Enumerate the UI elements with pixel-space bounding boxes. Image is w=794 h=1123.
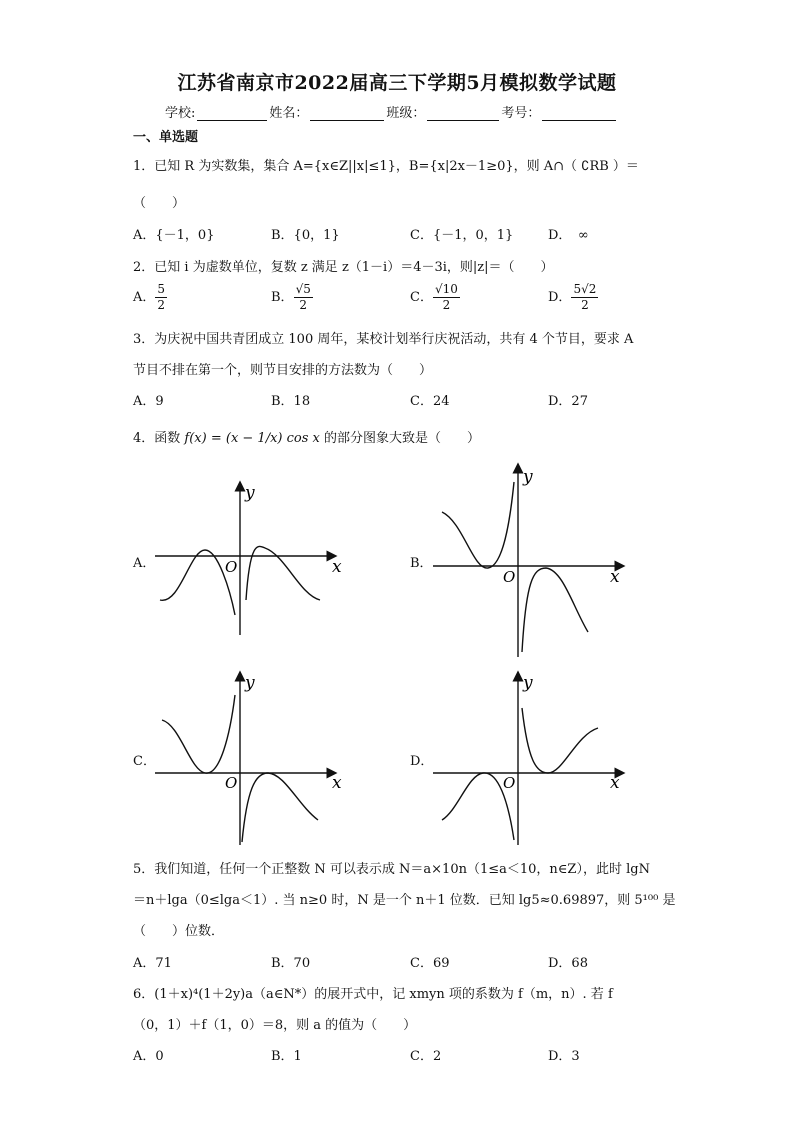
- q1-option-d[interactable]: D． ∞: [548, 228, 589, 243]
- question-1-paren: （ ）: [133, 196, 186, 211]
- name-field[interactable]: [310, 106, 384, 121]
- number-label: 考号：: [501, 106, 541, 121]
- q3-option-d[interactable]: D．27: [548, 394, 588, 409]
- question-3-line2: 节目不排在第一个，则节目安排的方法数为（ ）: [133, 363, 433, 378]
- q2-option-c[interactable]: [410, 282, 460, 313]
- fraction: $\frac{5√2}{2}$: [573, 282, 597, 312]
- q5-option-b[interactable]: B．70: [271, 956, 311, 971]
- question-2-text: 2．已知 i 为虚数单位，复数 z 满足 z（1－i）＝4－3i，则|z|＝（ ）: [133, 260, 554, 275]
- question-5-line3: （ ）位数．: [133, 924, 225, 939]
- section-heading: 一、单选题: [133, 130, 199, 145]
- q2-option-d[interactable]: [548, 282, 598, 313]
- question-4-function: f(x) = (x − 1/x) cos x: [184, 431, 320, 446]
- q4-option-c[interactable]: C．: [133, 754, 156, 769]
- fraction: $\frac{√10}{2}$: [434, 282, 458, 312]
- fraction: $\frac{5}{2}$: [157, 282, 166, 312]
- q2-option-d-label: D．: [548, 290, 572, 305]
- school-label: 学校:: [165, 106, 196, 121]
- q4-graph-c: [150, 670, 350, 850]
- question-4-line: [133, 427, 480, 446]
- svg-text:O: O: [503, 774, 516, 792]
- page-title: 江苏省南京市2022届高三下学期5月模拟数学试题: [177, 72, 617, 94]
- svg-text:O: O: [503, 568, 516, 586]
- q6-option-c[interactable]: C．2: [410, 1049, 442, 1064]
- svg-text:x: x: [332, 557, 342, 577]
- student-info-line: [165, 102, 618, 121]
- q3-option-b[interactable]: B．18: [271, 394, 311, 409]
- svg-text:y: y: [523, 673, 533, 693]
- q2-option-b-label: B．: [271, 290, 294, 305]
- svg-text:x: x: [610, 567, 620, 587]
- q6-option-b[interactable]: B．1: [271, 1049, 302, 1064]
- q2-option-b[interactable]: [271, 282, 313, 313]
- q4-option-d[interactable]: D．: [410, 754, 434, 769]
- q5-option-c[interactable]: C．69: [410, 956, 450, 971]
- school-field[interactable]: [197, 106, 267, 121]
- svg-text:y: y: [245, 483, 255, 503]
- question-4-prefix: 4．函数: [133, 431, 181, 446]
- class-field[interactable]: [427, 106, 499, 121]
- q5-option-d[interactable]: D．68: [548, 956, 588, 971]
- question-4-suffix: 的部分图象大致是（ ）: [324, 431, 481, 446]
- svg-text:O: O: [225, 558, 238, 576]
- question-3-line1: 3．为庆祝中国共青团成立 100 周年，某校计划举行庆祝活动，共有 4 个节目，要求 A: [133, 332, 634, 347]
- q1-option-c[interactable]: C．{－1，0，1}: [410, 228, 514, 243]
- q4-graph-a: [150, 480, 350, 640]
- q5-option-a[interactable]: A．71: [133, 956, 172, 971]
- question-1-text: 1．已知 R 为实数集，集合 A={x∈Z||x|≤1}，B={x|2x－1≥0}，则 A∩（ ∁RB ）＝: [133, 159, 639, 174]
- question-5-line2: ＝n＋lga（0≤lga＜1）. 当 n≥0 时，N 是一个 n＋1 位数．已知 lg5≈0.69897，则 5¹⁰⁰ 是: [133, 893, 676, 908]
- q4-option-a[interactable]: A．: [133, 556, 156, 571]
- svg-text:y: y: [523, 467, 533, 487]
- q2-option-c-label: C．: [410, 290, 433, 305]
- q1-option-b[interactable]: B．{0，1}: [271, 228, 340, 243]
- q6-option-d[interactable]: D．3: [548, 1049, 580, 1064]
- svg-text:y: y: [245, 673, 255, 693]
- question-5-line1: 5．我们知道，任何一个正整数 N 可以表示成 N＝a×10n（1≤a＜10，n∈Z），此时 lgN: [133, 862, 650, 877]
- q1-option-a[interactable]: A．{－1，0}: [133, 228, 215, 243]
- fraction: $\frac{√5}{2}$: [295, 282, 311, 312]
- q6-option-a[interactable]: A．0: [133, 1049, 164, 1064]
- q4-graph-d: [428, 670, 628, 850]
- q3-option-a[interactable]: A．9: [133, 394, 164, 409]
- svg-text:O: O: [225, 774, 238, 792]
- question-6-line1: 6．(1＋x)⁴(1＋2y)a（a∈N*）的展开式中，记 xmyn 项的系数为 f（m，n）. 若 f: [133, 987, 613, 1002]
- q2-option-a[interactable]: [133, 282, 167, 313]
- q3-option-c[interactable]: C．24: [410, 394, 450, 409]
- number-field[interactable]: [542, 106, 616, 121]
- class-label: 班级：: [386, 106, 426, 121]
- svg-text:x: x: [610, 773, 620, 793]
- q4-graph-b: [428, 462, 628, 662]
- svg-text:x: x: [332, 773, 342, 793]
- question-6-line2: （0，1）＋f（1，0）＝8，则 a 的值为（ ）: [133, 1018, 417, 1033]
- q2-option-a-label: A．: [133, 290, 156, 305]
- name-label: 姓名：: [269, 106, 309, 121]
- q4-option-b[interactable]: B．: [410, 556, 433, 571]
